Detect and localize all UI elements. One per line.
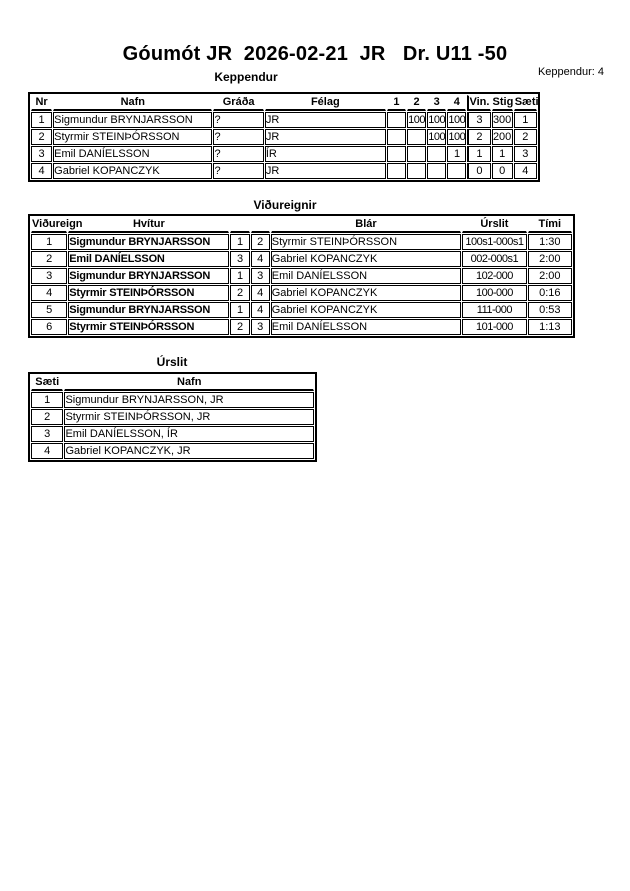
cell-blue-nr: 2 [251,234,270,250]
cell-saeti: 4 [514,163,537,179]
vidureignir-row [31,302,572,318]
column-header-felag: Félag [265,95,386,111]
cell-stig: 200 [492,131,512,143]
cell-timi: 1:30 [528,234,572,250]
cell-blar: Gabriel KOPANCZYK [271,251,461,267]
cell-blar: Styrmir STEINÞÓRSSON [271,234,461,250]
page-title: Góumót JR 2026-02-21 JR Dr. U11 -50 [122,43,508,65]
cell-bout-nr: 6 [31,319,67,335]
cell-nafn: Gabriel KOPANCZYK [53,163,212,179]
cell-blar: Emil DANÍELSSON [271,319,461,335]
cell-round-1 [387,163,406,179]
cell-blue-nr: 3 [251,319,270,335]
cell-round-2 [407,146,426,162]
cell-urslit: 111-000 [462,302,526,318]
cell-hvitur: Emil DANÍELSSON [68,251,229,267]
cell-white-nr: 1 [230,302,249,318]
cell-nr: 4 [31,163,52,179]
cell-white-nr: 1 [230,268,249,284]
urslit-row [31,392,314,408]
cell-nafn: Sigmundur BRYNJARSSON [53,112,212,128]
column-header-urslit: Úrslit [462,217,526,233]
cell-round-4 [447,163,466,179]
cell-urslit: 100s1-000s1 [462,234,526,250]
column-header-white-nr [230,217,249,233]
cell-round-1 [387,146,406,162]
column-header-nr: Nr [31,95,52,111]
cell-hvitur: Sigmundur BRYNJARSSON [68,234,229,250]
cell-round-4: 100 [448,131,466,143]
column-header-timi: Tími [528,217,572,233]
cell-round-3: 100 [428,131,446,143]
cell-saeti: 4 [31,443,63,459]
cell-round-2 [407,129,426,145]
cell-round-2 [407,163,426,179]
competitors-count: Keppendur: 4 [537,66,604,78]
cell-timi: 0:16 [528,285,572,301]
column-header-saeti: Sæti [31,375,63,391]
cell-urslit: 002-000s1 [462,251,526,267]
cell-urslit: 100-000 [462,285,526,301]
urslit-row [31,426,314,442]
vidureignir-header-row [31,217,572,233]
cell-vin: 1 [467,146,490,162]
cell-blue-nr: 4 [251,251,270,267]
urslit-table [28,372,317,462]
cell-timi: 1:13 [528,319,572,335]
keppendur-row [31,129,537,145]
cell-hvitur: Styrmir STEINÞÓRSSON [68,319,229,335]
cell-round-4: 1 [447,146,466,162]
cell-white-nr: 3 [230,251,249,267]
cell-bout-nr: 5 [31,302,67,318]
cell-nafn: Styrmir STEINÞÓRSSON, JR [64,409,314,425]
cell-vin: 0 [467,163,490,179]
column-header-round-4: 4 [447,95,466,111]
column-header-blue-nr [251,217,270,233]
vidureignir-row [31,234,572,250]
cell-white-nr: 1 [230,234,249,250]
vidureignir-row [31,251,572,267]
cell-grada: ? [213,129,263,145]
cell-urslit: 101-000 [462,319,526,335]
column-header-round-2: 2 [407,95,426,111]
column-header-vidureign: Viðureign [31,217,67,233]
cell-nafn: Emil DANÍELSSON [53,146,212,162]
cell-nafn: Gabriel KOPANCZYK, JR [64,443,314,459]
section-title-vidureignir: Viðureignir [253,198,317,212]
cell-nr: 2 [31,129,52,145]
cell-bout-nr: 3 [31,268,67,284]
cell-saeti: 3 [31,426,63,442]
cell-felag: JR [265,163,386,179]
cell-hvitur: Sigmundur BRYNJARSSON [68,302,229,318]
column-header-nafn: Nafn [53,95,212,111]
column-header-vin: Vin. [467,95,490,111]
cell-round-1 [387,129,406,145]
cell-blue-nr: 4 [251,302,270,318]
cell-blar: Emil DANÍELSSON [271,268,461,284]
cell-round-3: 100 [428,114,446,126]
cell-stig: 300 [492,114,512,126]
cell-timi: 0:53 [528,302,572,318]
cell-grada: ? [213,146,263,162]
cell-saeti: 1 [31,392,63,408]
cell-bout-nr: 1 [31,234,67,250]
cell-round-4: 100 [448,114,466,126]
cell-saeti: 2 [31,409,63,425]
cell-bout-nr: 4 [31,285,67,301]
cell-hvitur: Styrmir STEINÞÓRSSON [68,285,229,301]
vidureignir-row [31,268,572,284]
cell-nafn: Sigmundur BRYNJARSSON, JR [64,392,314,408]
cell-blue-nr: 4 [251,285,270,301]
urslit-row [31,409,314,425]
cell-stig: 1 [492,146,513,162]
cell-round-1 [387,112,406,128]
column-header-grada: Gráða [213,95,263,111]
cell-stig: 0 [492,163,513,179]
column-header-hvitur: Hvítur [68,217,229,233]
cell-saeti: 1 [514,112,537,128]
cell-timi: 2:00 [528,268,572,284]
cell-white-nr: 2 [230,319,249,335]
column-header-round-1: 1 [387,95,406,111]
cell-felag: JR [265,129,386,145]
cell-felag: JR [265,112,386,128]
cell-nr: 3 [31,146,52,162]
urslit-row [31,443,314,459]
cell-nafn: Emil DANÍELSSON, ÍR [64,426,314,442]
vidureignir-table [28,214,575,338]
cell-bout-nr: 2 [31,251,67,267]
cell-round-3 [427,163,446,179]
cell-grada: ? [213,112,263,128]
cell-nr: 1 [31,112,52,128]
keppendur-header-row [31,95,537,111]
section-title-keppendur: Keppendur [214,70,278,84]
cell-nafn: Styrmir STEINÞÓRSSON [53,129,212,145]
vidureignir-row [31,285,572,301]
cell-timi: 2:00 [528,251,572,267]
cell-hvitur: Sigmundur BRYNJARSSON [68,268,229,284]
cell-saeti: 3 [514,146,537,162]
cell-urslit: 102-000 [462,268,526,284]
cell-saeti: 2 [514,129,537,145]
keppendur-row [31,146,537,162]
vidureignir-row [31,319,572,335]
section-title-urslit: Úrslit [156,355,188,369]
cell-white-nr: 2 [230,285,249,301]
keppendur-row [31,112,537,128]
keppendur-table [28,92,540,182]
cell-vin: 2 [467,129,490,145]
cell-vin: 3 [467,112,490,128]
urslit-header-row [31,375,314,391]
keppendur-row [31,163,537,179]
cell-blue-nr: 3 [251,268,270,284]
cell-grada: ? [213,163,263,179]
column-header-nafn: Nafn [64,375,314,391]
column-header-saeti: Sæti [514,95,537,111]
cell-felag: ÍR [265,146,386,162]
column-header-blar: Blár [271,217,461,233]
column-header-stig: Stig [492,95,513,111]
column-header-round-3: 3 [427,95,446,111]
cell-blar: Gabriel KOPANCZYK [271,285,461,301]
cell-blar: Gabriel KOPANCZYK [271,302,461,318]
cell-round-2: 100 [408,114,425,126]
cell-round-3 [427,146,446,162]
